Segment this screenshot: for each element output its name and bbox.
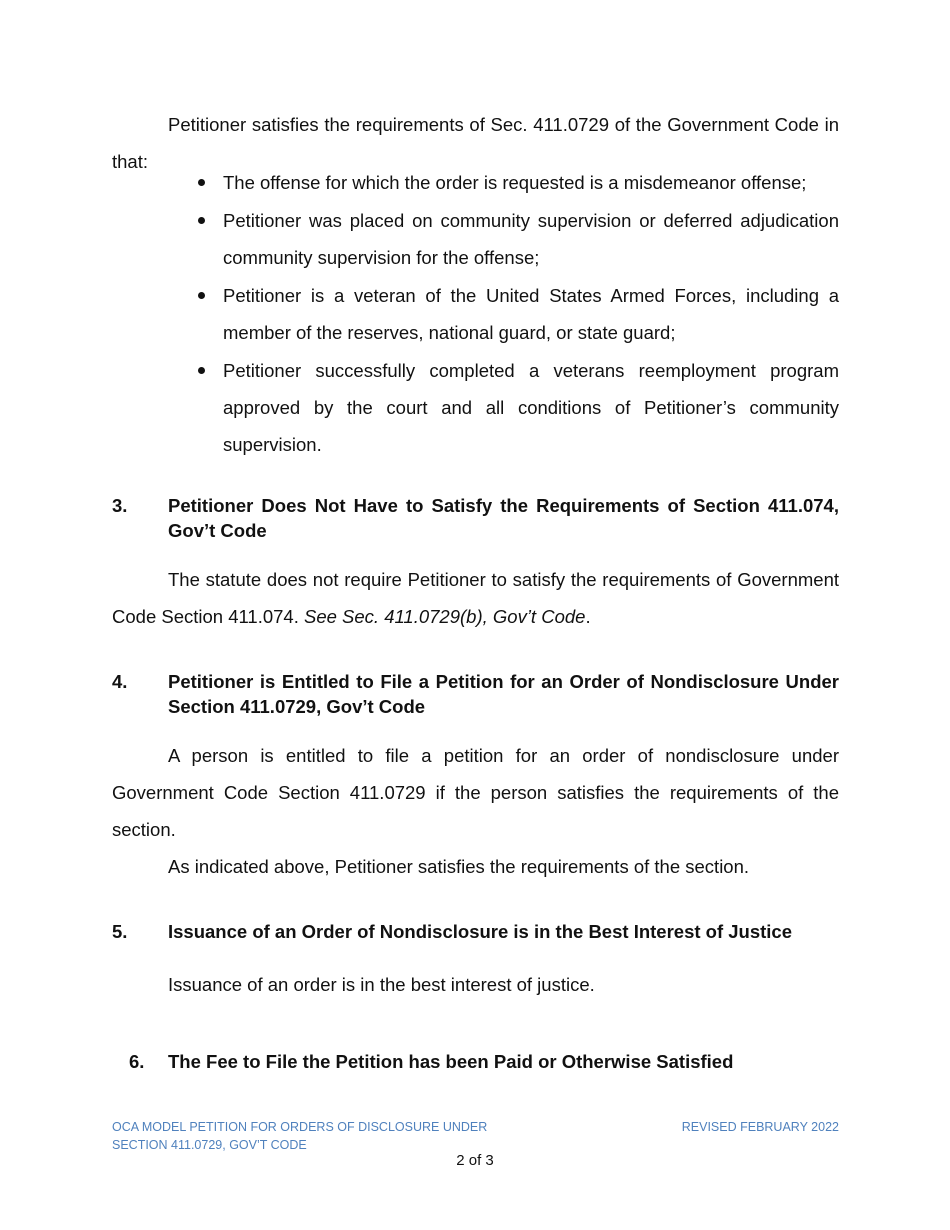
bullet-icon bbox=[198, 217, 205, 224]
footer-left bbox=[112, 1118, 487, 1154]
list-item bbox=[112, 164, 839, 201]
footer-left-line-2: SECTION 411.0729, GOV’T CODE bbox=[112, 1138, 307, 1152]
section-title: Petitioner is Entitled to File a Petition for an Order of Nondisclosure Under Section 411.0729, Gov’t Code bbox=[168, 671, 839, 717]
section-title: Petitioner Does Not Have to Satisfy the Requirements of Section 411.074, Gov’t Code bbox=[168, 495, 839, 541]
citation: See Sec. 411.0729(b), Gov’t Code bbox=[304, 606, 586, 627]
requirement-text: The offense for which the order is requested is a misdemeanor offense; bbox=[223, 172, 807, 193]
section-3-body bbox=[112, 561, 839, 635]
requirement-text: Petitioner successfully completed a veterans reemployment program approved by the court and all conditions of Petitioner’s community supervision. bbox=[223, 360, 839, 455]
section-number: 4. bbox=[112, 671, 128, 692]
requirements-list bbox=[112, 164, 839, 464]
section-title: Issuance of an Order of Nondisclosure is in the Best Interest of Justice bbox=[168, 921, 793, 942]
bullet-icon bbox=[198, 292, 205, 299]
section-5-body: Issuance of an order is in the best interest of justice. bbox=[168, 974, 595, 995]
section-6-heading bbox=[112, 1049, 839, 1074]
section-4-heading bbox=[112, 669, 839, 719]
body-end: . bbox=[585, 606, 591, 627]
section-title: The Fee to File the Petition has been Paid or Otherwise Satisfied bbox=[168, 1051, 734, 1072]
page-number: 2 of 3 bbox=[456, 1152, 494, 1169]
section-3-heading bbox=[112, 493, 839, 543]
section-number: 3. bbox=[112, 495, 128, 516]
section-number: 6. bbox=[129, 1051, 145, 1072]
bullet-icon bbox=[198, 179, 205, 186]
list-item bbox=[112, 202, 839, 276]
section-4-body-2: As indicated above, Petitioner satisfies the requirements of the section. bbox=[168, 856, 750, 877]
section-4-body: A person is entitled to file a petition for an order of nondisclosure under Government Code Section 411.0729 if the person satisfies the requirements of the section. bbox=[112, 745, 839, 840]
list-item bbox=[112, 352, 839, 463]
footer-right: REVISED FEBRUARY 2022 bbox=[681, 1120, 839, 1134]
section-5-heading bbox=[112, 919, 839, 944]
bullet-icon bbox=[198, 367, 205, 374]
section-number: 5. bbox=[112, 921, 128, 942]
requirement-text: Petitioner is a veteran of the United States Armed Forces, including a member of the reserves, national guard, or state guard; bbox=[223, 285, 839, 343]
footer-left-line-1: OCA MODEL PETITION FOR ORDERS OF DISCLOSURE UNDER bbox=[112, 1120, 488, 1134]
intro-paragraph: Petitioner satisfies the requirements of Sec. 411.0729 of the Government Code in that: bbox=[112, 114, 839, 172]
requirement-text: Petitioner was placed on community supervision or deferred adjudication community supervision for the offense; bbox=[223, 210, 839, 268]
body-text: The statute does not require Petitioner to satisfy the requirements of Government Code Section 411.074. bbox=[112, 569, 839, 627]
list-item bbox=[112, 277, 839, 351]
